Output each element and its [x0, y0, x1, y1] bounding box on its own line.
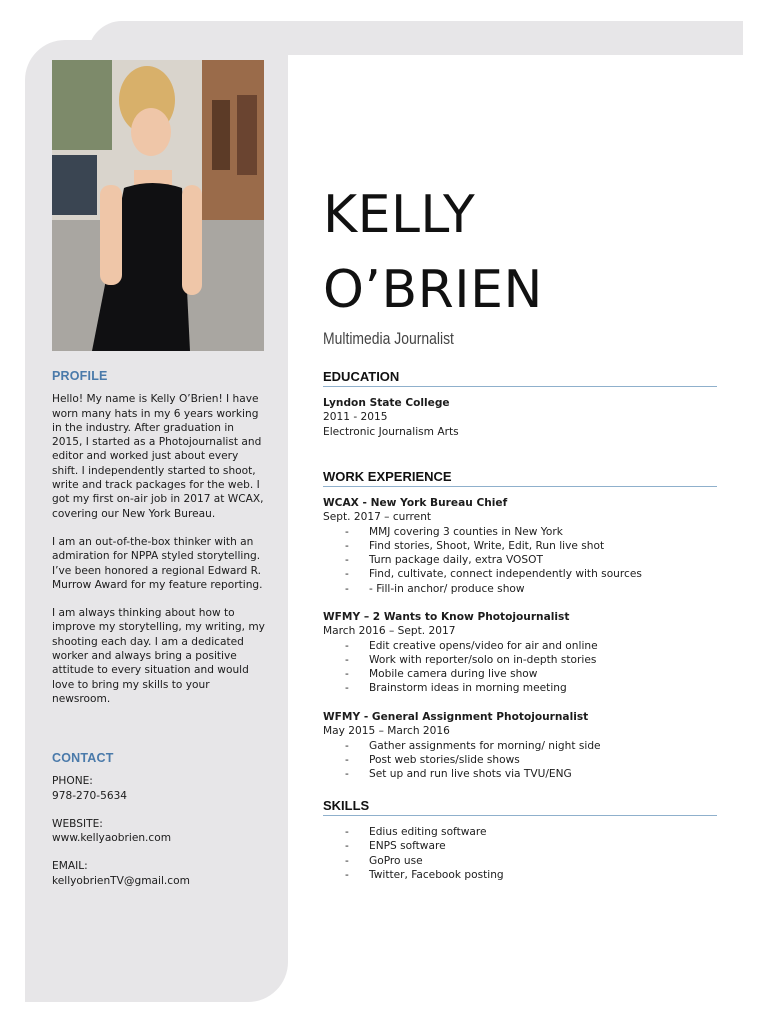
education-heading: EDUCATION	[323, 369, 717, 387]
list-item: - Find stories, Shoot, Write, Edit, Run live shot	[345, 539, 605, 552]
list-item: - GoPro use	[345, 854, 423, 867]
list-item: - Gather assignments for morning/ night side	[345, 739, 601, 752]
profile-paragraph: Hello! My name is Kelly O’Brien! I have worn many hats in my 6 years working in the industry. After graduation in 2015, I started as a Photojournalist and editor and worked just about every shift. I independently started to shoot, write and track packages for the web. I got my first on-air job in 2017 at WCAX, covering our New York Bureau.	[52, 393, 264, 520]
job-title: WFMY – 2 Wants to Know Photojournalist	[323, 611, 570, 623]
email-link[interactable]: kellyobrienTV@gmail.com	[52, 874, 190, 887]
degree: Electronic Journalism Arts	[323, 425, 459, 438]
bullet-dash: -	[345, 753, 349, 766]
list-item: - Post web stories/slide shows	[345, 753, 520, 766]
bullet-dash: -	[345, 682, 349, 695]
bullet-dash: -	[345, 639, 349, 652]
website-link[interactable]: www.kellyaobrien.com	[52, 832, 172, 845]
job-bullets	[323, 525, 733, 596]
job-entry	[323, 496, 733, 596]
school-name: Lyndon State College	[323, 397, 450, 409]
list-item: - Twitter, Facebook posting	[345, 868, 504, 881]
list-item: - Mobile camera during live show	[345, 668, 538, 681]
work-experience-heading: WORK EXPERIENCE	[323, 469, 717, 487]
bullet-dash: -	[345, 868, 349, 881]
contact-section	[52, 751, 267, 902]
job-dates: March 2016 – Sept. 2017	[323, 625, 456, 638]
name-last: O’BRIEN	[323, 260, 543, 320]
job-dates: Sept. 2017 – current	[323, 511, 432, 524]
bullet-dash: -	[345, 768, 349, 781]
job-entry	[323, 610, 733, 696]
bullet-dash: -	[345, 653, 349, 666]
profile-section	[52, 369, 267, 706]
skills-list	[323, 825, 733, 882]
list-item: - Turn package daily, extra VOSOT	[345, 554, 543, 567]
email-label: EMAIL:	[52, 860, 88, 873]
list-item: - Edit creative opens/video for air and online	[345, 639, 598, 652]
list-item: - Brainstorm ideas in morning meeting	[345, 682, 567, 695]
bullet-dash: -	[345, 539, 349, 552]
job-title: WFMY - General Assignment Photojournalist	[323, 711, 589, 723]
job-dates: May 2015 – March 2016	[323, 725, 450, 738]
bullet-dash: -	[345, 739, 349, 752]
list-item: - ENPS software	[345, 840, 446, 853]
phone-label: PHONE:	[52, 775, 93, 788]
education-section	[323, 396, 733, 439]
job-bullets	[323, 639, 733, 696]
bullet-dash: -	[345, 582, 349, 595]
bullet-dash: -	[345, 568, 349, 581]
list-item: - Edius editing software	[345, 826, 487, 838]
list-item: - Find, cultivate, connect independently with sources	[345, 568, 642, 581]
email-block	[52, 859, 267, 888]
bullet-dash: -	[345, 854, 349, 867]
bullet-dash: -	[345, 554, 349, 567]
job-title: WCAX - New York Bureau Chief	[323, 497, 508, 509]
bullet-dash: -	[345, 826, 349, 838]
list-item: - Work with reporter/solo on in-depth stories	[345, 653, 597, 666]
skills-heading: SKILLS	[323, 798, 717, 816]
website-block	[52, 817, 267, 846]
website-label: WEBSITE:	[52, 817, 103, 830]
list-item: - - Fill-in anchor/ produce show	[345, 582, 525, 595]
job-entry	[323, 710, 733, 781]
profile-paragraph: I am an out-of-the-box thinker with an admiration for NPPA styled storytelling. I’ve been honored a regional Edward R. Murrow Award for my feature reporting.	[52, 535, 263, 591]
list-item: - MMJ covering 3 counties in New York	[345, 525, 563, 538]
phone-block	[52, 774, 267, 803]
job-title: Multimedia Journalist	[323, 329, 454, 348]
school-years: 2011 - 2015	[323, 411, 388, 424]
profile-photo	[52, 60, 264, 351]
phone-number: 978-270-5634	[52, 789, 128, 802]
bullet-dash: -	[345, 840, 349, 853]
profile-paragraph: I am always thinking about how to improve my storytelling, my writing, my shooting each day. I am a dedicated worker and always bring a positive attitude to every situation and would love to bring my skills to your newsroom.	[52, 607, 265, 705]
list-item: - Set up and run live shots via TVU/ENG	[345, 768, 572, 781]
contact-heading: CONTACT	[52, 751, 114, 765]
name-first: KELLY	[323, 185, 476, 245]
bullet-dash: -	[345, 668, 349, 681]
job-bullets	[323, 739, 733, 782]
bullet-dash: -	[345, 525, 349, 538]
profile-heading: PROFILE	[52, 369, 108, 383]
skills-section	[323, 825, 733, 882]
